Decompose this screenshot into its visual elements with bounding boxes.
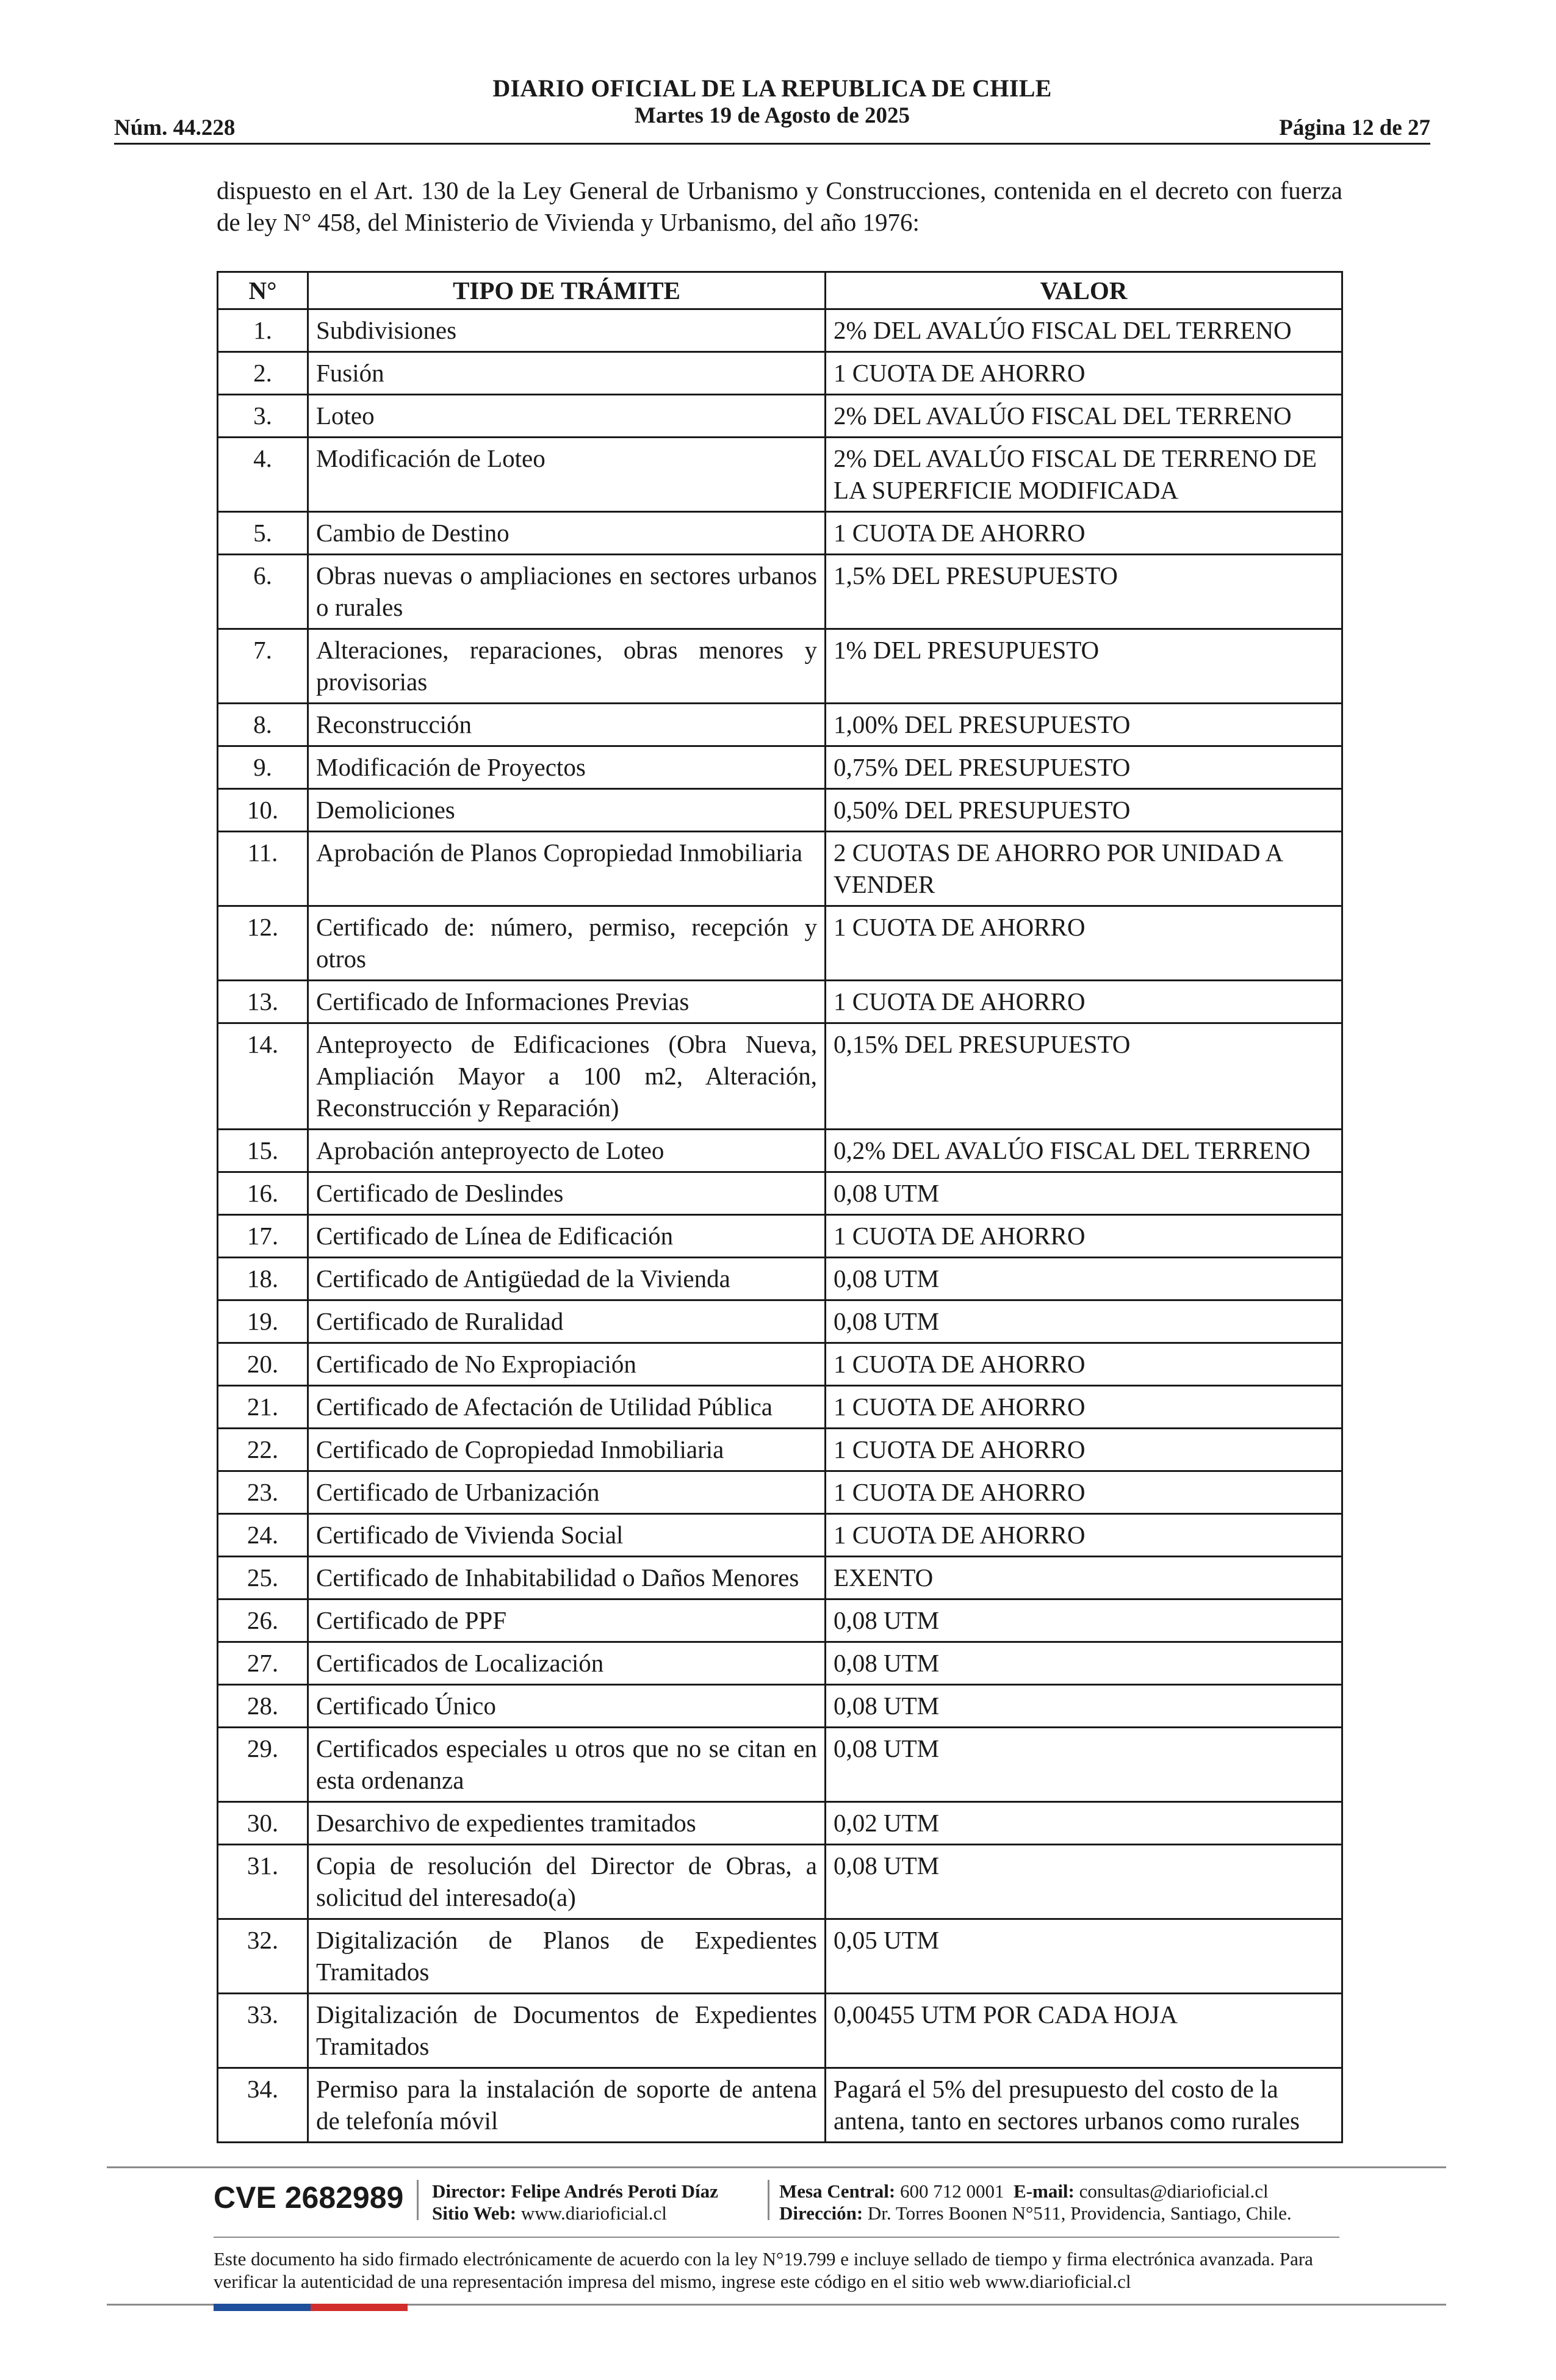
row-valor: 1,5% DEL PRESUPUESTO [826,555,1342,629]
cve-code: CVE 2682989 [214,2180,404,2215]
row-number: 14. [218,1023,308,1130]
page-number: Página 12 de 27 [1279,115,1430,140]
table-row [218,2068,1342,2143]
mesa-phone: 600 712 0001 [900,2180,1004,2202]
row-valor: EXENTO [826,1557,1342,1599]
table-row [218,629,1342,704]
row-tipo: Obras nuevas o ampliaciones en sectores urbanos o rurales [308,555,826,629]
table-row [218,1599,1342,1642]
row-tipo: Cambio de Destino [308,512,826,555]
column-header-number: N° [218,272,308,309]
row-number: 10. [218,789,308,832]
row-number: 3. [218,395,308,438]
table-row [218,555,1342,629]
row-number: 13. [218,981,308,1023]
row-tipo: Digitalización de Planos de Expedientes Tramitados [308,1919,826,1994]
email-label: E-mail: [1014,2180,1075,2202]
row-tipo: Copia de resolución del Director de Obras, a solicitud del interesado(a) [308,1845,826,1919]
row-valor: 1 CUOTA DE AHORRO [826,1386,1342,1429]
table-row [218,1642,1342,1685]
footer-separator [417,2180,419,2220]
row-tipo: Subdivisiones [308,309,826,352]
row-valor: 2% DEL AVALÚO FISCAL DE TERRENO DE LA SUPERFICIE MODIFICADA [826,438,1342,512]
row-valor: 1 CUOTA DE AHORRO [826,1514,1342,1557]
row-number: 21. [218,1386,308,1429]
table-row [218,352,1342,395]
row-valor: 1 CUOTA DE AHORRO [826,906,1342,981]
row-valor: 0,08 UTM [826,1258,1342,1300]
flag-stripe [214,2304,408,2311]
publication-title: DIARIO OFICIAL DE LA REPUBLICA DE CHILE [492,74,1052,102]
table-row [218,789,1342,832]
table-header-row [218,272,1342,309]
table-body [218,309,1342,2143]
row-valor: 0,08 UTM [826,1300,1342,1343]
table-row [218,1300,1342,1343]
table-row [218,395,1342,438]
column-header-tipo: TIPO DE TRÁMITE [308,272,826,309]
row-valor: 0,08 UTM [826,1172,1342,1215]
row-valor: 1 CUOTA DE AHORRO [826,512,1342,555]
row-number: 26. [218,1599,308,1642]
table-row [218,309,1342,352]
row-valor: 0,02 UTM [826,1802,1342,1845]
direccion-label: Dirección: [779,2202,863,2224]
footer-divider-top [107,2166,1446,2168]
row-number: 5. [218,512,308,555]
row-valor: 1% DEL PRESUPUESTO [826,629,1342,704]
direccion-value: Dr. Torres Boonen N°511, Providencia, Santiago, Chile. [867,2202,1292,2224]
row-number: 2. [218,352,308,395]
row-tipo: Modificación de Loteo [308,438,826,512]
row-tipo: Demoliciones [308,789,826,832]
table-row [218,704,1342,746]
row-tipo: Anteproyecto de Edificaciones (Obra Nueva, Ampliación Mayor a 100 m2, Alteración, Reconstrucción y Reparación) [308,1023,826,1130]
issue-number: Núm. 44.228 [114,115,236,140]
table-row [218,1386,1342,1429]
footer-contact-block [779,2180,1292,2224]
intro-paragraph: dispuesto en el Art. 130 de la Ley General de Urbanismo y Construcciones, contenida en el decreto con fuerza de ley N° 458, del Ministerio de Vivienda y Urbanismo, del año 1976: [217,176,1342,236]
web-link[interactable]: www.diarioficial.cl [520,2202,667,2224]
table-row [218,1130,1342,1172]
row-number: 7. [218,629,308,704]
row-tipo: Certificado de Inhabitabilidad o Daños Menores [308,1557,826,1599]
row-tipo: Permiso para la instalación de soporte de antena de telefonía móvil [308,2068,826,2143]
row-valor: 0,2% DEL AVALÚO FISCAL DEL TERRENO [826,1130,1342,1172]
row-valor: 1 CUOTA DE AHORRO [826,1215,1342,1258]
header-divider [114,143,1430,145]
table-row [218,1994,1342,2068]
row-tipo: Loteo [308,395,826,438]
column-header-valor: VALOR [826,272,1342,309]
row-tipo: Certificado de Afectación de Utilidad Pública [308,1386,826,1429]
table-row [218,1919,1342,1994]
row-tipo: Desarchivo de expedientes tramitados [308,1802,826,1845]
row-number: 1. [218,309,308,352]
page-header [114,74,1430,145]
row-tipo: Certificado de Línea de Edificación [308,1215,826,1258]
row-valor: 1,00% DEL PRESUPUESTO [826,704,1342,746]
footer-separator [768,2180,769,2220]
row-valor: 0,00455 UTM POR CADA HOJA [826,1994,1342,2068]
row-tipo: Digitalización de Documentos de Expedientes Tramitados [308,1994,826,2068]
table-row [218,1802,1342,1845]
table-row [218,1471,1342,1514]
row-tipo: Certificado de Copropiedad Inmobiliaria [308,1429,826,1471]
row-number: 31. [218,1845,308,1919]
row-number: 6. [218,555,308,629]
row-number: 16. [218,1172,308,1215]
row-tipo: Aprobación de Planos Copropiedad Inmobiliaria [308,832,826,906]
row-number: 30. [218,1802,308,1845]
row-tipo: Reconstrucción [308,704,826,746]
publication-date: Martes 19 de Agosto de 2025 [634,103,910,128]
footer-director-block [432,2180,718,2224]
table-row [218,1557,1342,1599]
row-tipo: Certificado de PPF [308,1599,826,1642]
row-number: 29. [218,1728,308,1802]
table-row [218,1728,1342,1802]
row-number: 23. [218,1471,308,1514]
row-number: 15. [218,1130,308,1172]
director-name: Felipe Andrés Peroti Díaz [511,2180,718,2202]
table-row [218,1258,1342,1300]
row-valor: 0,08 UTM [826,1599,1342,1642]
row-valor: 0,08 UTM [826,1685,1342,1728]
row-valor: 2 CUOTAS DE AHORRO POR UNIDAD A VENDER [826,832,1342,906]
row-number: 19. [218,1300,308,1343]
row-valor: 0,08 UTM [826,1642,1342,1685]
row-valor: Pagará el 5% del presupuesto del costo de la antena, tanto en sectores urbanos como rurales [826,2068,1342,2143]
row-valor: 0,15% DEL PRESUPUESTO [826,1023,1342,1130]
row-valor: 1 CUOTA DE AHORRO [826,352,1342,395]
row-number: 24. [218,1514,308,1557]
row-number: 32. [218,1919,308,1994]
table-row [218,906,1342,981]
row-tipo: Certificados especiales u otros que no se citan en esta ordenanza [308,1728,826,1802]
row-tipo: Aprobación anteproyecto de Loteo [308,1130,826,1172]
row-number: 22. [218,1429,308,1471]
signature-note: Este documento ha sido firmado electrónicamente de acuerdo con la ley N°19.799 e incluye sellado de tiempo y firma electrónica avanzada. Para verificar la autenticidad de una representación impresa del mismo, ingrese este código en el sitio web www.diarioficial.cl [214,2248,1313,2292]
row-number: 34. [218,2068,308,2143]
row-number: 27. [218,1642,308,1685]
row-tipo: Alteraciones, reparaciones, obras menores y provisorias [308,629,826,704]
fees-table [217,271,1343,2143]
row-tipo: Certificado de Antigüedad de la Vivienda [308,1258,826,1300]
table-row [218,1685,1342,1728]
row-tipo: Fusión [308,352,826,395]
row-number: 33. [218,1994,308,2068]
row-valor: 0,75% DEL PRESUPUESTO [826,746,1342,789]
table-row [218,1023,1342,1130]
row-tipo: Certificado de Vivienda Social [308,1514,826,1557]
flag-red-stripe [311,2304,408,2311]
row-tipo: Certificado de No Expropiación [308,1343,826,1386]
flag-blue-stripe [214,2304,311,2311]
row-number: 17. [218,1215,308,1258]
row-number: 18. [218,1258,308,1300]
row-number: 4. [218,438,308,512]
table-row [218,981,1342,1023]
director-label: Director: [432,2180,506,2202]
row-valor: 0,05 UTM [826,1919,1342,1994]
row-number: 11. [218,832,308,906]
row-valor: 1 CUOTA DE AHORRO [826,1343,1342,1386]
row-tipo: Certificado Único [308,1685,826,1728]
row-valor: 0,08 UTM [826,1728,1342,1802]
row-tipo: Certificado de Deslindes [308,1172,826,1215]
row-valor: 2% DEL AVALÚO FISCAL DEL TERRENO [826,309,1342,352]
row-tipo: Certificados de Localización [308,1642,826,1685]
row-valor: 0,50% DEL PRESUPUESTO [826,789,1342,832]
row-valor: 2% DEL AVALÚO FISCAL DEL TERRENO [826,395,1342,438]
footer-divider-mid [214,2237,1339,2238]
table-row [218,1429,1342,1471]
table-row [218,832,1342,906]
row-tipo: Certificado de Urbanización [308,1471,826,1514]
row-number: 9. [218,746,308,789]
table-row [218,746,1342,789]
email-link[interactable]: consultas@diarioficial.cl [1079,2180,1269,2202]
table-row [218,1172,1342,1215]
row-valor: 1 CUOTA DE AHORRO [826,981,1342,1023]
row-tipo: Certificado de: número, permiso, recepción y otros [308,906,826,981]
table-row [218,438,1342,512]
table-row [218,1845,1342,1919]
mesa-label: Mesa Central: [779,2180,896,2202]
row-number: 8. [218,704,308,746]
web-label: Sitio Web: [432,2202,517,2224]
row-number: 20. [218,1343,308,1386]
row-tipo: Certificado de Informaciones Previas [308,981,826,1023]
row-tipo: Certificado de Ruralidad [308,1300,826,1343]
table-row [218,1514,1342,1557]
table-row [218,1343,1342,1386]
row-number: 25. [218,1557,308,1599]
row-number: 28. [218,1685,308,1728]
header-center [114,74,1430,129]
row-valor: 1 CUOTA DE AHORRO [826,1471,1342,1514]
table-row [218,1215,1342,1258]
row-number: 12. [218,906,308,981]
row-tipo: Modificación de Proyectos [308,746,826,789]
table-row [218,512,1342,555]
row-valor: 0,08 UTM [826,1845,1342,1919]
row-valor: 1 CUOTA DE AHORRO [826,1429,1342,1471]
